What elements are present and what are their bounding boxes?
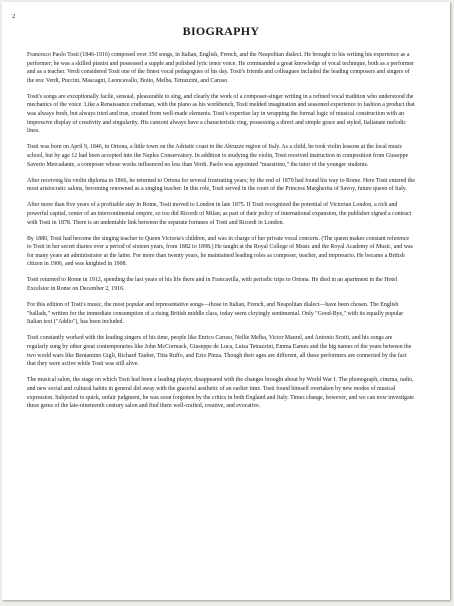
page-title: BIOGRAPHY <box>182 24 260 38</box>
paragraph-8: For this edition of Tosti's music, the most popular and representative songs—those in Italian, French, and Neapolitan dialect—have been chosen. The English "ballads," written for the immediate consumption of a rising British middle class, today seem cloyingly sentimental. Only "Good-Bye," with its equally popular Italian text ("Addio"), has been included. <box>27 302 404 326</box>
biography-body <box>27 51 415 411</box>
paragraph-10: The musical salon, the stage on which Tosti had been a leading player, disappeared with the changes brought about by World War I. The phonograph, cinema, radio, and new social and cultural habits in general did away with the graceful aesthetic of an earlier time. Tosti found himself overtaken by new modes of musical expression. Subjected to quick, unfair judgment, he was soon forgotten by the critics in both England and Italy. Times change, however, and we can now investigate these gems of the late-nineteenth century salon and find them well-crafted, creative, and evocative. <box>27 377 414 410</box>
document-page <box>2 2 450 600</box>
paragraph-2: Tosti's songs are exceptionally facile, sensual, pleasurable to sing, and clearly the work of a composer-singer writing in a refined vocal tradition who understood the mechanics of the voice. Like a Renaissance craftsman, with the piano as his workbench, Tosti melded imagination and seasoned experience to fashion a product that was always fresh, but always tried and true, created from well-made elements. Tosti's expertise lay in wrapping the formal logic of musical construction with an impressive display of creativity and singularity. His canzoni always have a characteristic ring, possessing a direct and simple grace and styled, Italianate melodic lines. <box>27 93 415 135</box>
page-number: 2 <box>12 13 16 20</box>
paragraph-4: After receiving his violin diploma in 1866, he returned to Ortona for several frustrating years; by the end of 1870 had found his way to Rome. Here Tosti entered the most aristocratic salons, becoming renowned as a singing teacher. In this role, Tosti served in the court of the Princess Margherita of Savoy, future queen of Italy. <box>27 177 415 193</box>
paragraph-5: After more than five years of a profitable stay in Rome, Tosti moved to London in late 1875. If Tosti recognized the potential of Victorian London, a rich and powerful capital, center of an intercontinental empire, so too did Ricordi of Milan; as part of their policy of international expansion, the publisher signed a contract with Tosti in 1878. There is an undeniable link between the separate fortunes of Tosti and Ricordi in London. <box>27 202 412 226</box>
paragraph-9: Tosti constantly worked with the leading singers of his time, people like Enrico Caruso, Nellie Melba, Victor Maurel, and Antonio Scotti, and his songs are regularly sung by other great contemporaries like John McCormack, Giuseppe de Luca, Luisa Tetrazzini, Emma Eames and the big names of the years between the two world wars like Beniamino Gigli, Richard Tauber, Titta Ruffo, and Ezio Pinza. Though their ages are different, all these performers are connected by the fact that they were active while Tosti was still alive. <box>27 335 412 368</box>
paragraph-7: Tosti returned to Rome in 1912, spending the last years of his life there and in Francavilla, with periodic trips to Ortona. He died in an apartment in the Hotel Excelsior in Rome on December 2, 1916. <box>27 277 398 293</box>
paragraph-6: By 1880, Tosti had become the singing teacher to Queen Victoria's children, and was in charge of her private vocal concerts. (The queen makes constant reference to Tosti in her secret diaries over a period of sixteen years, from 1882 to 1898.) He taught at the Royal College of Music and the Royal Academy of Music, and was for many years an administrator at the latter. For more than twenty years, he maintained leading roles as composer, teacher, and impresario. He became a British citizen in 1906, and was knighted in 1908. <box>27 235 413 268</box>
paragraph-1: Francesco Paolo Tosti (1846-1916) composed over 350 songs, in Italian, English, French, and the Neapolitan dialect. He brought to his writing his experience as a performer; he was a skilled pianist and possessed a supple and polished lyric tenor voice. He commanded a great knowledge of vocal technique, both as a performer and as a teacher. Verdi considered Tosti one of the finest vocal pedagogues of his day. Tosti's friends and colleagues included the leading composers and singers of the era: Verdi, Puccini, Mascagni, Leoncavallo, Boito, Melba, Tetrazzini, and Caruso. <box>27 52 415 84</box>
paragraph-3: Tosti was born on April 9, 1846, in Ortona, a little town on the Adriatic coast in the Abruzze region of Italy. As a child, he took violin lessons at the local music school, but by age 12 had been accepted into the Naples Conservatory. In addition to studying the violin, Tosti received instruction in composition from Giuseppe Saverio Mercadante, a composer whose works influenced no less than Verdi. Paolo was appointed "maestrino," the tutor of the younger students. <box>27 144 409 168</box>
